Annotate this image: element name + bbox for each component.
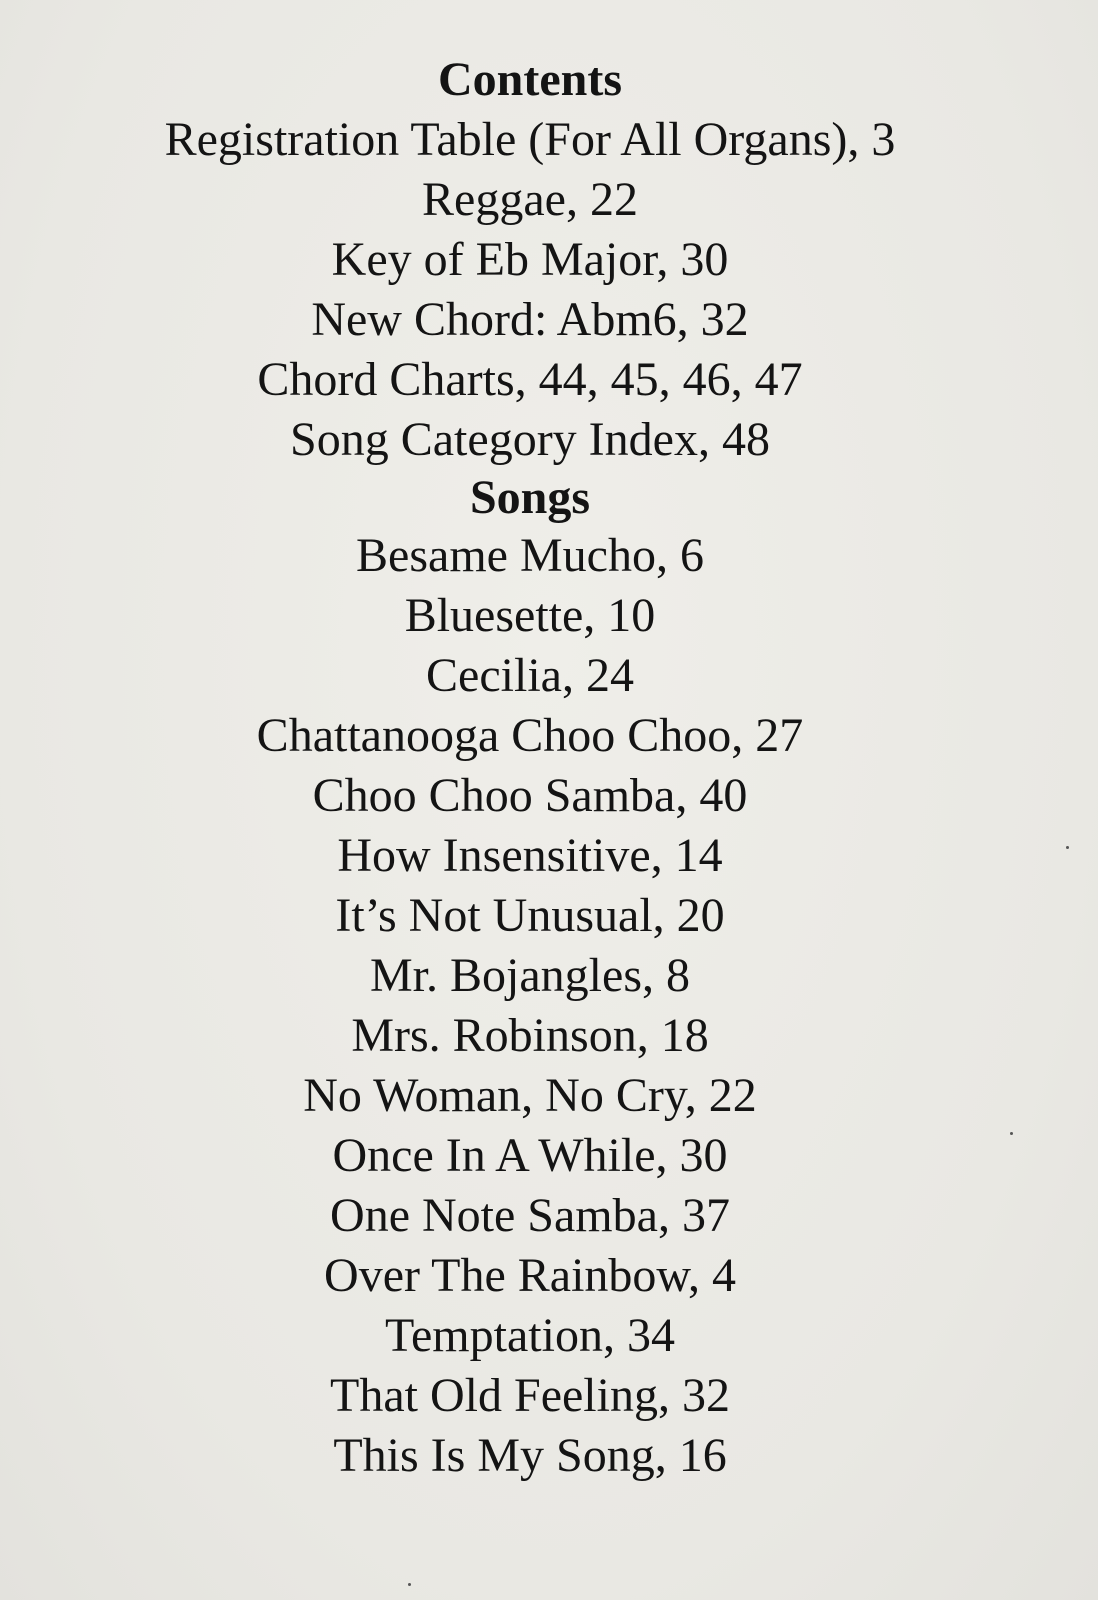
song-entry: That Old Feeling, 32 [330, 1369, 730, 1422]
songs-heading: Songs [469, 471, 591, 524]
song-entry: Choo Choo Samba, 40 [312, 769, 748, 822]
song-entry: Cecilia, 24 [426, 649, 634, 702]
song-entry: Temptation, 34 [385, 1309, 675, 1362]
song-entry: Besame Mucho, 6 [356, 529, 704, 582]
song-entry: Bluesette, 10 [404, 589, 656, 642]
song-entry: Chattanooga Choo Choo, 27 [256, 709, 804, 762]
contents-entry: Chord Charts, 44, 45, 46, 47 [257, 353, 803, 406]
song-entry: Over The Rainbow, 4 [324, 1249, 736, 1302]
song-entry: How Insensitive, 14 [337, 829, 723, 882]
contents-list [0, 110, 1060, 470]
contents-entry: New Chord: Abm6, 32 [311, 293, 749, 346]
contents-entry: Reggae, 22 [422, 173, 638, 226]
paper-speck [408, 1583, 411, 1586]
contents-entry: Key of Eb Major, 30 [331, 233, 729, 286]
contents-heading: Contents [437, 53, 622, 106]
songs-list [0, 526, 1060, 1486]
table-of-contents [0, 50, 1060, 1486]
contents-entry: Registration Table (For All Organs), 3 [164, 113, 896, 166]
song-entry: It’s Not Unusual, 20 [335, 889, 725, 942]
song-entry: Mr. Bojangles, 8 [370, 949, 690, 1002]
paper-speck [1066, 846, 1069, 849]
song-entry: No Woman, No Cry, 22 [303, 1069, 757, 1122]
song-entry: Once In A While, 30 [332, 1129, 728, 1182]
song-entry: Mrs. Robinson, 18 [351, 1009, 709, 1062]
contents-entry: Song Category Index, 48 [290, 413, 770, 466]
song-entry: One Note Samba, 37 [330, 1189, 730, 1242]
song-entry: This Is My Song, 16 [333, 1429, 727, 1482]
paper-speck [1010, 1132, 1013, 1135]
